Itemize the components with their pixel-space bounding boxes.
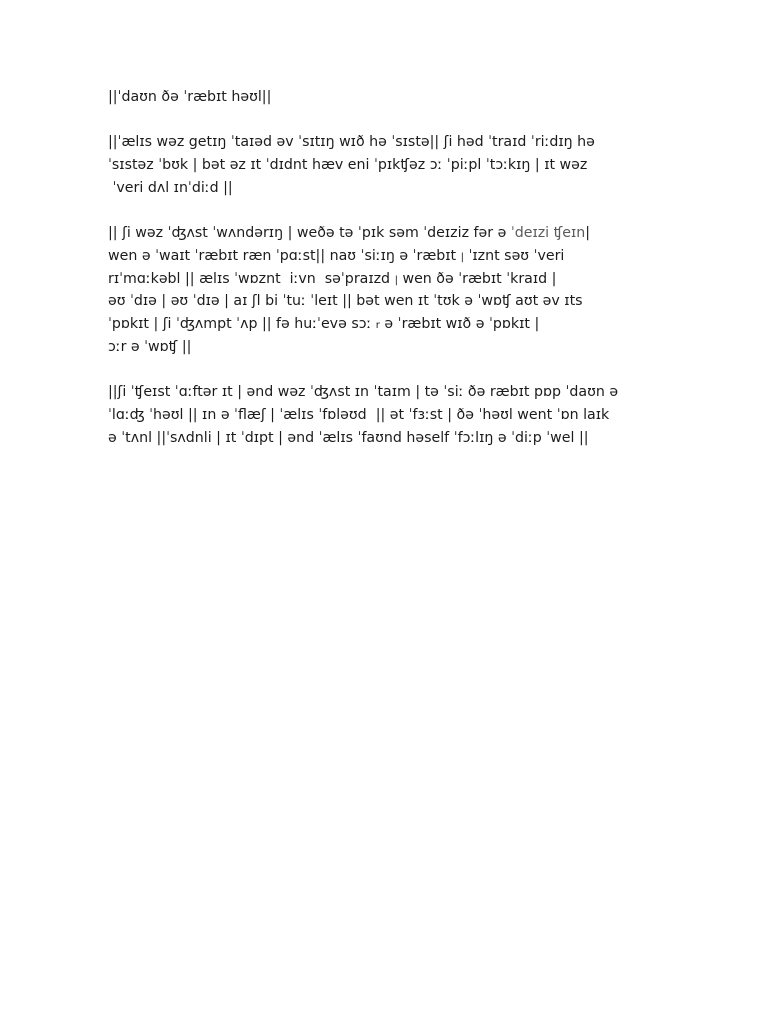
paragraph-1 [108, 131, 708, 199]
line-text: wen ðə ˈræbɪt ˈkraɪd | [397, 270, 557, 287]
paragraph-line: ||ʃi ˈʧeɪst ˈɑːftər ɪt | ənd wəz ˈʤʌst ɪn ˈtaɪm | tə ˈsiː ðə ræbɪt pɒp ˈdaʊn ə [108, 384, 619, 401]
small-bar: | [460, 251, 464, 263]
paragraph-3 [108, 381, 708, 449]
line-text: wen ə ˈwaɪt ˈræbɪt ræn ˈpɑːst|| naʊ ˈsiːɪŋ ə ˈræbɪt [108, 247, 461, 264]
paragraph-line: ˈlɑːʤ ˈhəʊl || ɪn ə ˈflæʃ | ˈælɪs ˈfɒləʊd || ət ˈfɜːst | ðə ˈhəʊl went ˈɒn laɪk [108, 406, 610, 423]
line-text: rɪˈmɑːkəbl || ælɪs ˈwɒznt iːvn səˈpraɪzd [108, 270, 395, 287]
paragraph-line: əʊ ˈdɪə | əʊ ˈdɪə | aɪ ʃl bi ˈtuː ˈleɪt || bət wen ɪt ˈtʊk ə ˈwɒʧ aʊt əv ɪts [108, 293, 583, 310]
paragraph-line: ˈsɪstəz ˈbʊk | bət əz ɪt ˈdɪdnt hæv eni ˈpɪkʧəz ɔː ˈpiːpl ˈtɔːkɪŋ | ɪt wəz [108, 156, 588, 173]
paragraph-spacer [108, 200, 708, 222]
small-bar: | [394, 274, 398, 286]
document-title: ||ˈdaʊn ðə ˈræbɪt həʊl|| [108, 89, 272, 105]
paragraph-line: ||ˈælɪs wəz getɪŋ ˈtaɪəd əv ˈsɪtɪŋ wɪð hə ˈsɪstə|| ʃi həd ˈtraɪd ˈriːdɪŋ hə [108, 134, 595, 151]
paragraph-spacer [108, 109, 708, 131]
paragraph-line [108, 222, 708, 245]
paragraph-line [108, 245, 708, 268]
small-r: r [375, 320, 380, 332]
line-text: ˈpɒkɪt | ʃi ˈʤʌmpt ˈʌp || fə huːˈevə sɔː [108, 316, 376, 333]
paragraph-line: ɔːr ə ˈwɒʧ || [108, 338, 192, 355]
gray-phrase: ˈdeɪzi ʧeɪn [510, 224, 586, 241]
paragraph-line: ə ˈtʌnl ||ˈsʌdnli | ɪt ˈdɪpt | ənd ˈælɪs ˈfaʊnd həself ˈfɔːlɪŋ ə ˈdiːp ˈwel || [108, 429, 589, 446]
paragraph-spacer [108, 359, 708, 381]
line-text: || ʃi wəz ˈʤʌst ˈwʌndərɪŋ | weðə tə ˈpɪk səm ˈdeɪziz fər ə [108, 224, 511, 241]
document-body [108, 86, 708, 450]
paragraph-line: ˈveri dʌl ɪnˈdiːd || [108, 179, 233, 196]
line-text: ˈɪznt səʊ ˈveri [468, 247, 565, 264]
line-text: | [585, 224, 591, 241]
paragraph-2 [108, 222, 708, 359]
paragraph-line [108, 313, 708, 336]
paragraph-line [108, 268, 708, 291]
line-text: ə ˈræbɪt wɪð ə ˈpɒkɪt | [379, 316, 540, 333]
